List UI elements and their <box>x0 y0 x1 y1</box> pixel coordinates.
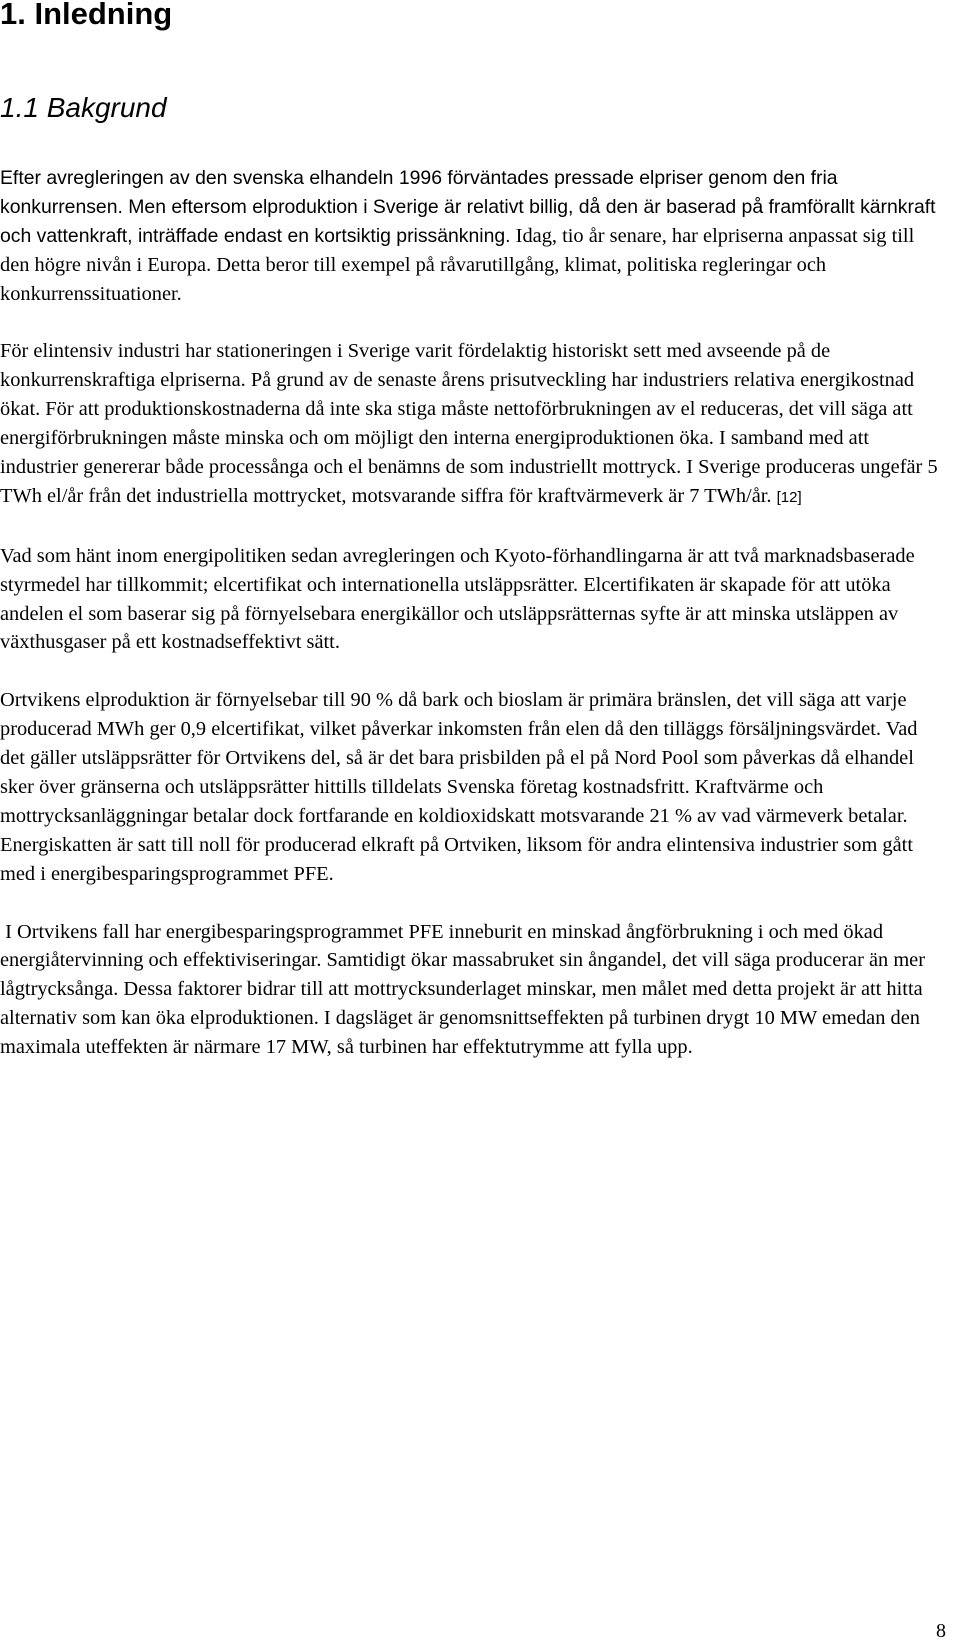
paragraph-1-intro: Efter avregleringen av den svenska elhandeln 1996 förväntades pressade elpriser genom den fria konkurrensen. Men eftersom elproduktion i Sverige är relativt billig, då den är baserad på framförallt kärnkraft och vattenkraft, inträffade endast en kortsiktig prissänkning. <box>0 167 936 247</box>
paragraph-3 <box>0 542 942 658</box>
paragraph-5-text: I Ortvikens fall har energibesparingsprogrammet PFE inneburit en minskad ångförbrukning i och med ökad energiåtervinning och effektiviseringar. Samtidigt ökar massabruket sin ångandel, det vill säga producerar än mer lågtrycksånga. Dessa faktorer bidrar till att mottrycksunderlaget minskar, men målet med detta projekt är att hitta alternativ som kan öka elproduktionen. I dagsläget är genomsnittseffekten på turbinen drygt 10 MW emedan den maximala uteffekten är närmare 17 MW, så turbinen har effektutrymme att fylla upp. <box>0 920 931 1059</box>
page-number: 8 <box>936 1620 946 1642</box>
chapter-heading: 1. Inledning <box>0 0 173 31</box>
paragraph-1-rest: Idag, tio år senare, har elpriserna anpassat sig till den högre nivån i Europa. Detta beror till exempel på råvarutillgång, klimat, politiska regleringar och konkurrenssituationer. <box>0 224 915 305</box>
paragraph-1 <box>0 164 942 309</box>
paragraph-4 <box>0 686 942 888</box>
paragraph-2-text: För elintensiv industri har stationeringen i Sverige varit fördelaktig historiskt sett med avseende på de konkurrenskraftiga elpriserna. På grund av de senaste årens prisutveckling har industriers relativa energikostnad ökat. För att produktionskostnaderna då inte ska stiga måste nettoförbrukningen av el reduceras, det vill säga att energiförbrukningen måste minska och om möjligt den interna energiproduktionen öka. I samband med att industrier genererar både processånga och el benämns de som industriellt mottryck. I Sverige produceras ungefär 5 TWh el/år från det industriella mottrycket, motsvarande siffra för kraftvärmeverk är 7 TWh/år. <box>0 340 938 507</box>
paragraph-4-text: Ortvikens elproduktion är förnyelsebar till 90 % då bark och bioslam är primära bränslen, det vill säga att varje producerad MWh ger 0,9 elcertifikat, vilket påverkar inkomsten från elen då den tilläggs försäljningsvärdet. Vad det gäller utsläppsrätter för Ortvikens del, så är det bara prisbilden på el på Nord Pool som påverkas då elhandel sker över gränserna och utsläppsrätter hittills tilldelats Svenska företag kostnadsfritt. Kraftvärme och mottrycksanläggningar betalar dock fortfarande en koldioxidskatt motsvarande 21 % av vad värmeverk betalar. Energiskatten är satt till noll för producerad elkraft på Ortviken, liksom för andra elintensiva industrier som gått med i energibesparingsprogrammet PFE. <box>0 689 918 885</box>
paragraph-3-text: Vad som hänt inom energipolitiken sedan avregleringen och Kyoto-förhandlingarna är att två marknadsbaserade styrmedel har tillkommit; elcertifikat och internationella utsläppsrätter. Elcertifikaten är skapade för att utöka andelen el som baserar sig på förnyelsebara energikällor och utsläppsrätternas syfte är att minska utsläppen av växthusgaser på ett kostnadseffektivt sätt. <box>0 544 915 654</box>
section-heading: 1.1 Bakgrund <box>0 92 167 123</box>
paragraph-2 <box>0 337 942 512</box>
citation-reference: [12] <box>776 488 802 506</box>
body-text <box>0 164 942 1091</box>
paragraph-5 <box>0 918 942 1063</box>
